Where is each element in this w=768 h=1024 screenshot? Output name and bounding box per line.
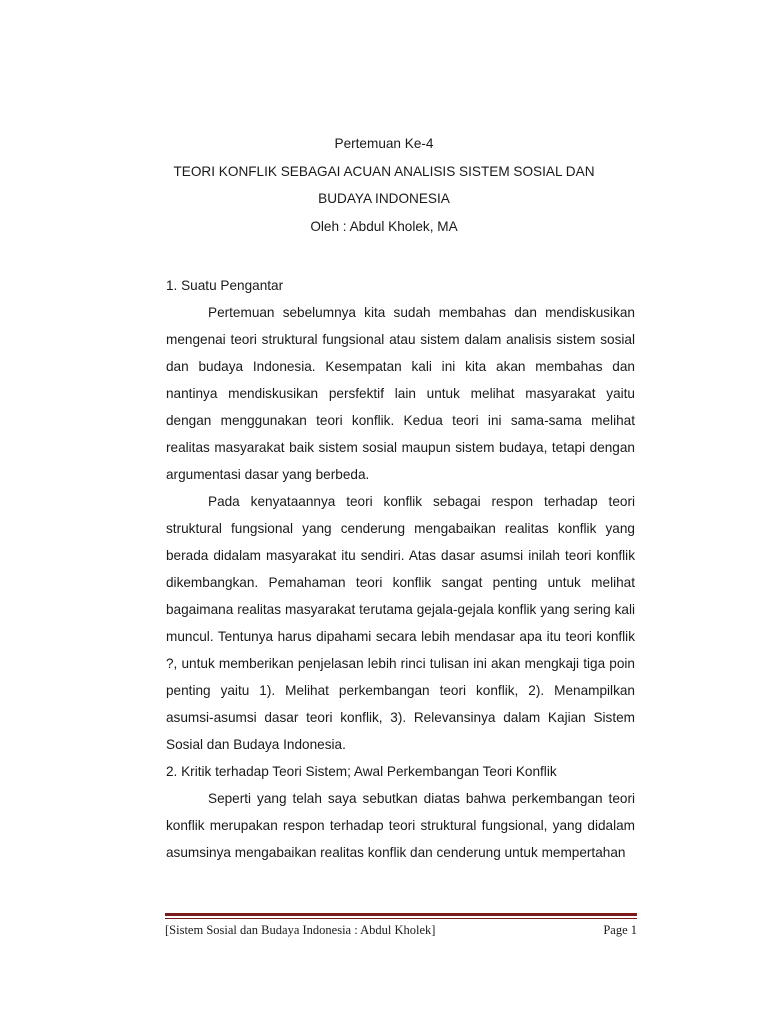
page-number: Page 1 (603, 923, 637, 937)
footer-running-title: [Sistem Sosial dan Budaya Indonesia : Abdul Kholek] (165, 923, 436, 937)
paragraph: Pertemuan sebelumnya kita sudah membahas dan mendiskusikan mengenai teori struktural fungsional atau sistem dalam analisis sistem sosial dan budaya Indonesia. Kesempatan kali ini kita akan membahas dan nantinya mendiskusikan persfektif lain untuk melihat masyarakat yaitu dengan menggunakan teori konflik. Kedua teori ini sama-sama melihat realitas masyarakat baik sistem sosial maupun sistem budaya, tetapi dengan argumentasi dasar yang berbeda. (166, 305, 635, 482)
section-heading-1: 1. Suatu Pengantar (166, 278, 284, 293)
author-line: Oleh : Abdul Kholek, MA (310, 219, 458, 234)
paragraph: Pada kenyataannya teori konflik sebagai respon terhadap teori struktural fungsional yang cenderung mengabaikan realitas konflik yang berada didalam masyarakat itu sendiri. Atas dasar asumsi inilah teori konflik dikembangkan. Pemahaman teori konflik sangat penting untuk melihat bagaimana realitas masyarakat terutama gejala-gejala konflik yang sering kali muncul. Tentunya harus dipahami secara lebih mendasar apa itu teori konflik ?, untuk memberikan penjelasan lebih rinci tulisan ini akan mengkaji tiga poin penting yaitu 1). Melihat perkembangan teori konflik, 2). Menampilkan asumsi-asumsi dasar teori konflik, 3). Relevansinya dalam Kajian Sistem Sosial dan Budaya Indonesia. (166, 494, 635, 752)
footer-divider (165, 913, 637, 916)
document-title-line-1: TEORI KONFLIK SEBAGAI ACUAN ANALISIS SISTEM SOSIAL DAN (173, 164, 595, 179)
footer-divider-thin (165, 918, 637, 919)
meeting-label: Pertemuan Ke-4 (334, 136, 434, 151)
paragraph: Seperti yang telah saya sebutkan diatas bahwa perkembangan teori konflik merupakan respon terhadap teori struktural fungsional, yang didalam asumsinya mengabaikan realitas konflik dan cenderung untuk mempertahan (166, 791, 635, 860)
section-heading-2: 2. Kritik terhadap Teori Sistem; Awal Perkembangan Teori Konflik (166, 764, 557, 779)
document-title-line-2: BUDAYA INDONESIA (318, 191, 450, 206)
document-body (166, 272, 635, 866)
